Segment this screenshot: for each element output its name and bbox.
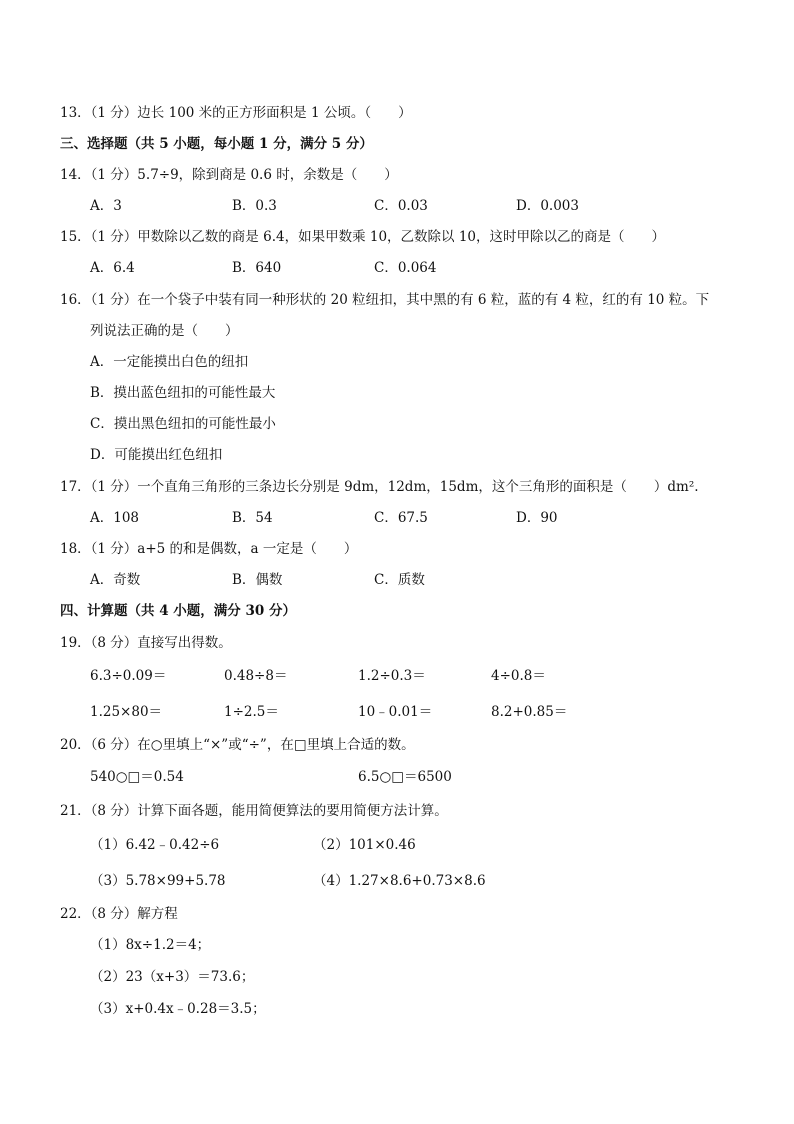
q16-option-b: B．摸出蓝色纽扣的可能性最大	[90, 385, 276, 401]
q18-option-a: A．奇数	[90, 572, 141, 588]
question-19-stem: 19．（8 分）直接写出得数。	[60, 635, 232, 651]
question-16-stem-1: 16．（1 分）在一个袋子中装有同一种形状的 20 粒纽扣，其中黑的有 6 粒，蓝的有 4 粒，红的有 10 粒。下	[60, 292, 710, 308]
q22-item: （2）23（x+3）＝73.6；	[90, 969, 255, 985]
question-13: 13．（1 分）边长 100 米的正方形面积是 1 公顷。（ ）	[60, 105, 412, 121]
q19-item: 1.25×80＝	[90, 704, 163, 720]
q15-option-a: A．6.4	[90, 260, 135, 276]
q18-option-b: B．偶数	[232, 572, 283, 588]
q15-option-c: C．0.064	[374, 260, 437, 276]
q21-item: （4）1.27×8.6+0.73×8.6	[313, 873, 486, 889]
section-3-title: 三、选择题（共 5 小题，每小题 1 分，满分 5 分）	[60, 136, 373, 152]
q21-item: （2）101×0.46	[313, 837, 416, 853]
question-20-stem: 20．（6 分）在○里填上“×”或“÷”，在□里填上合适的数。	[60, 737, 415, 753]
q17-option-b: B．54	[232, 510, 273, 526]
q16-option-a: A．一定能摸出白色的纽扣	[90, 354, 249, 370]
question-21-stem: 21．（8 分）计算下面各题，能用简便算法的要用简便方法计算。	[60, 803, 448, 819]
question-14-stem: 14．（1 分）5.7÷9，除到商是 0.6 时，余数是（ ）	[60, 167, 398, 183]
q19-item: 1÷2.5＝	[224, 704, 279, 720]
section-4-title: 四、计算题（共 4 小题，满分 30 分）	[60, 603, 296, 619]
q22-item: （1）8x÷1.2＝4；	[90, 937, 211, 953]
q20-item: 6.5○□＝6500	[358, 769, 452, 785]
q19-item: 6.3÷0.09＝	[90, 668, 167, 684]
q15-option-b: B．640	[232, 260, 282, 276]
q22-item: （3）x+0.4x﹣0.28＝3.5；	[90, 1001, 266, 1017]
q19-item: 4÷0.8＝	[491, 668, 546, 684]
q18-option-c: C．质数	[374, 572, 425, 588]
question-18-stem: 18．（1 分）a+5 的和是偶数，a 一定是（ ）	[60, 541, 358, 557]
q14-option-a: A．3	[90, 198, 122, 214]
q21-item: （1）6.42﹣0.42÷6	[90, 837, 220, 853]
q19-item: 0.48÷8＝	[224, 668, 288, 684]
q17-option-d: D．90	[516, 510, 558, 526]
q19-item: 8.2+0.85＝	[491, 704, 568, 720]
q20-item: 540○□＝0.54	[90, 769, 184, 785]
q17-option-c: C．67.5	[374, 510, 428, 526]
question-15-stem: 15．（1 分）甲数除以乙数的商是 6.4，如果甲数乘 10，乙数除以 10，这时甲除以乙的商是（ ）	[60, 229, 666, 245]
question-17-stem: 17．（1 分）一个直角三角形的三条边长分别是 9dm，12dm，15dm，这个三角形的面积是（ ）dm².	[60, 479, 699, 495]
q16-option-d: D．可能摸出红色纽扣	[90, 447, 223, 463]
q17-option-a: A．108	[90, 510, 140, 526]
q14-option-b: B．0.3	[232, 198, 277, 214]
q16-option-c: C．摸出黑色纽扣的可能性最小	[90, 416, 276, 432]
q19-item: 10﹣0.01＝	[358, 704, 433, 720]
q19-item: 1.2÷0.3＝	[358, 668, 426, 684]
q21-item: （3）5.78×99+5.78	[90, 873, 226, 889]
q14-option-c: C．0.03	[374, 198, 428, 214]
question-22-stem: 22．（8 分）解方程	[60, 906, 178, 922]
question-16-stem-2: 列说法正确的是（ ）	[90, 323, 239, 339]
q14-option-d: D．0.003	[516, 198, 579, 214]
